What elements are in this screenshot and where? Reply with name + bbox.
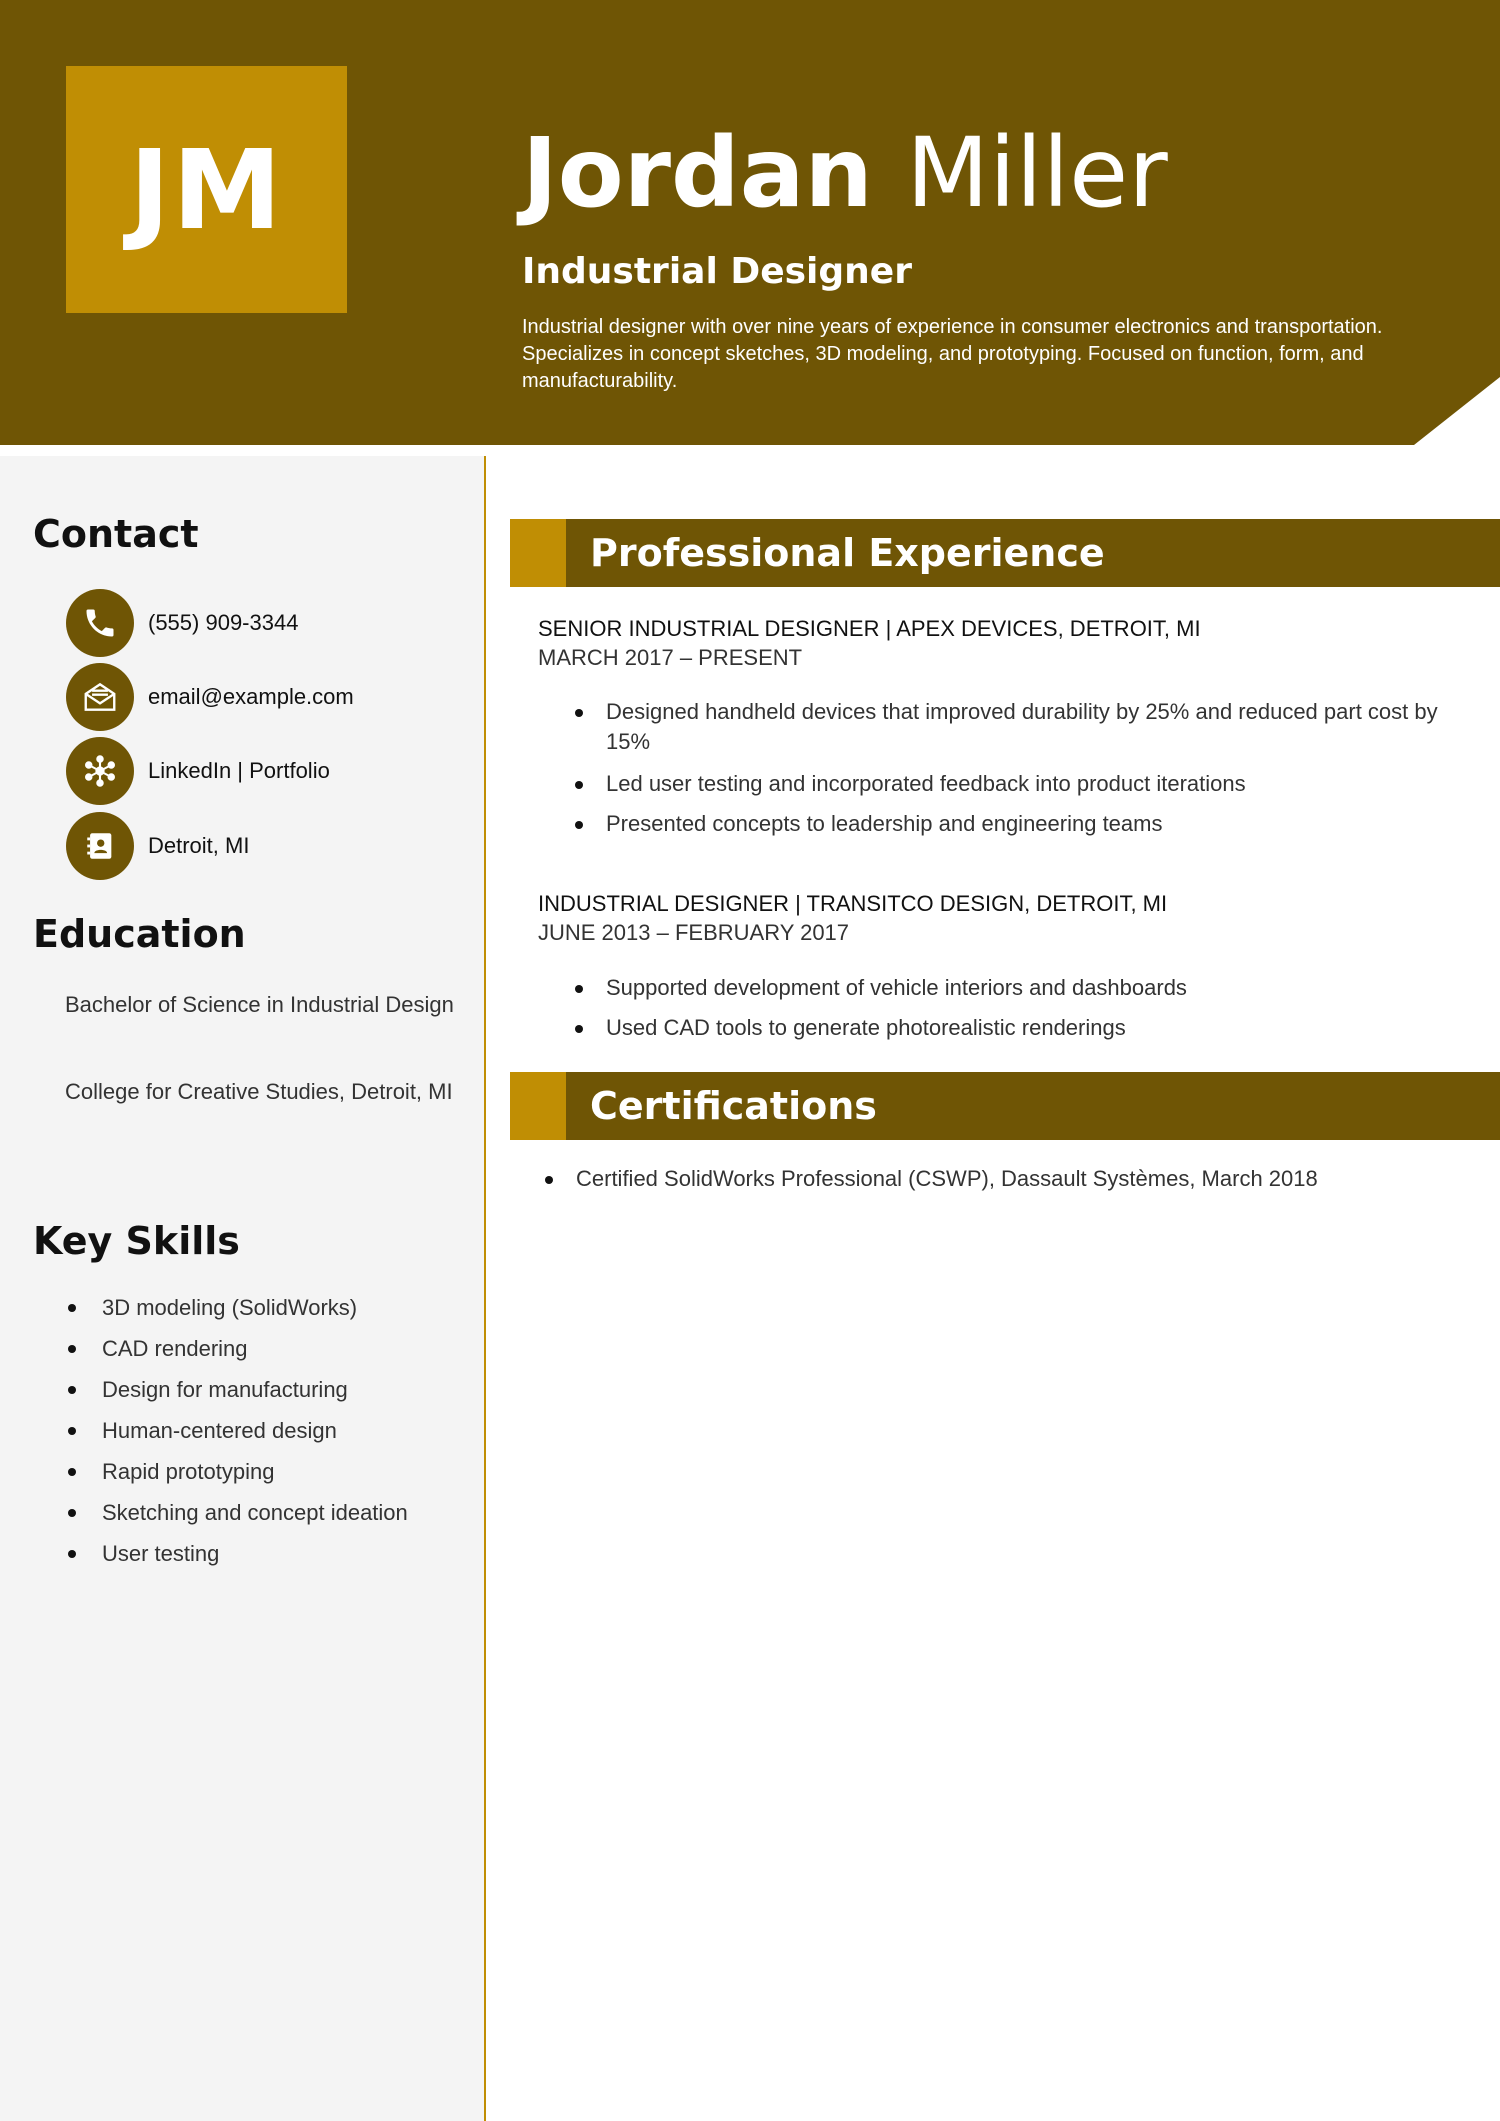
job-2-dates: JUNE 2013 – FEBRUARY 2017 [538, 920, 850, 945]
email-address[interactable]: email@example.com [148, 684, 354, 709]
list-item: Certified SolidWorks Professional (CSWP), Dassault Systèmes, March 2018 [576, 1164, 1476, 1194]
phone-number[interactable]: (555) 909-3344 [148, 610, 299, 635]
list-item: Led user testing and incorporated feedback into product iterations [606, 769, 1446, 799]
contact-heading: Contact [33, 512, 199, 556]
job-1-header: SENIOR INDUSTRIAL DESIGNER | APEX DEVICES, DETROIT, MI [538, 616, 1201, 641]
first-name: Jordan [522, 117, 873, 229]
contact-location [66, 812, 249, 880]
list-item: Presented concepts to leadership and engineering teams [606, 809, 1446, 839]
header-corner-cut [1414, 377, 1500, 445]
list-item: CAD rendering [65, 1334, 408, 1375]
education-school: College for Creative Studies, Detroit, MI [65, 1079, 453, 1104]
job-1-bullets [606, 697, 1446, 839]
list-item: Sketching and concept ideation [65, 1498, 408, 1539]
list-item: User testing [65, 1539, 408, 1580]
experience-heading: Professional Experience [590, 531, 1105, 575]
list-item: Designed handheld devices that improved durability by 25% and reduced part cost by 15% [606, 697, 1446, 757]
job-2-header: INDUSTRIAL DESIGNER | TRANSITCO DESIGN, DETROIT, MI [538, 891, 1168, 916]
job-2-bullets [606, 973, 1446, 1043]
list-item: Used CAD tools to generate photorealistic renderings [606, 1013, 1446, 1043]
certifications-heading: Certifications [590, 1084, 877, 1128]
list-item: Design for manufacturing [65, 1375, 408, 1416]
last-name: Miller [906, 117, 1168, 229]
header-banner [0, 0, 1500, 445]
skills-heading: Key Skills [33, 1219, 240, 1263]
section-accent [510, 1072, 566, 1140]
list-item: Rapid prototyping [65, 1457, 408, 1498]
candidate-name [522, 118, 1168, 228]
section-accent [510, 519, 566, 587]
job-1-dates: MARCH 2017 – PRESENT [538, 645, 803, 670]
network-icon [66, 737, 134, 805]
contact-links [66, 737, 330, 805]
skills-list [65, 1293, 408, 1580]
phone-icon [66, 589, 134, 657]
profile-summary: Industrial designer with over nine years of experience in consumer electronics and transportation. Specializes in concept sketches, 3D modeling, and prototyping. Focused on function, form, and manufacturability. [522, 316, 1383, 392]
list-item: Human-centered design [65, 1416, 408, 1457]
contact-phone [66, 589, 298, 657]
experience-section-bar [510, 519, 1500, 587]
contact-email [66, 663, 354, 731]
job-title: Industrial Designer [522, 251, 912, 292]
location-text: Detroit, MI [148, 833, 250, 858]
list-item: 3D modeling (SolidWorks) [65, 1293, 408, 1334]
certifications-list [576, 1164, 1476, 1194]
education-degree: Bachelor of Science in Industrial Design [65, 992, 454, 1017]
sidebar [0, 456, 486, 2121]
envelope-icon [66, 663, 134, 731]
contact-card-icon [66, 812, 134, 880]
certifications-section-bar [510, 1072, 1500, 1140]
profile-links[interactable]: LinkedIn | Portfolio [148, 758, 330, 783]
monogram-badge: JM [66, 66, 347, 313]
education-heading: Education [33, 912, 246, 956]
list-item: Supported development of vehicle interiors and dashboards [606, 973, 1446, 1003]
